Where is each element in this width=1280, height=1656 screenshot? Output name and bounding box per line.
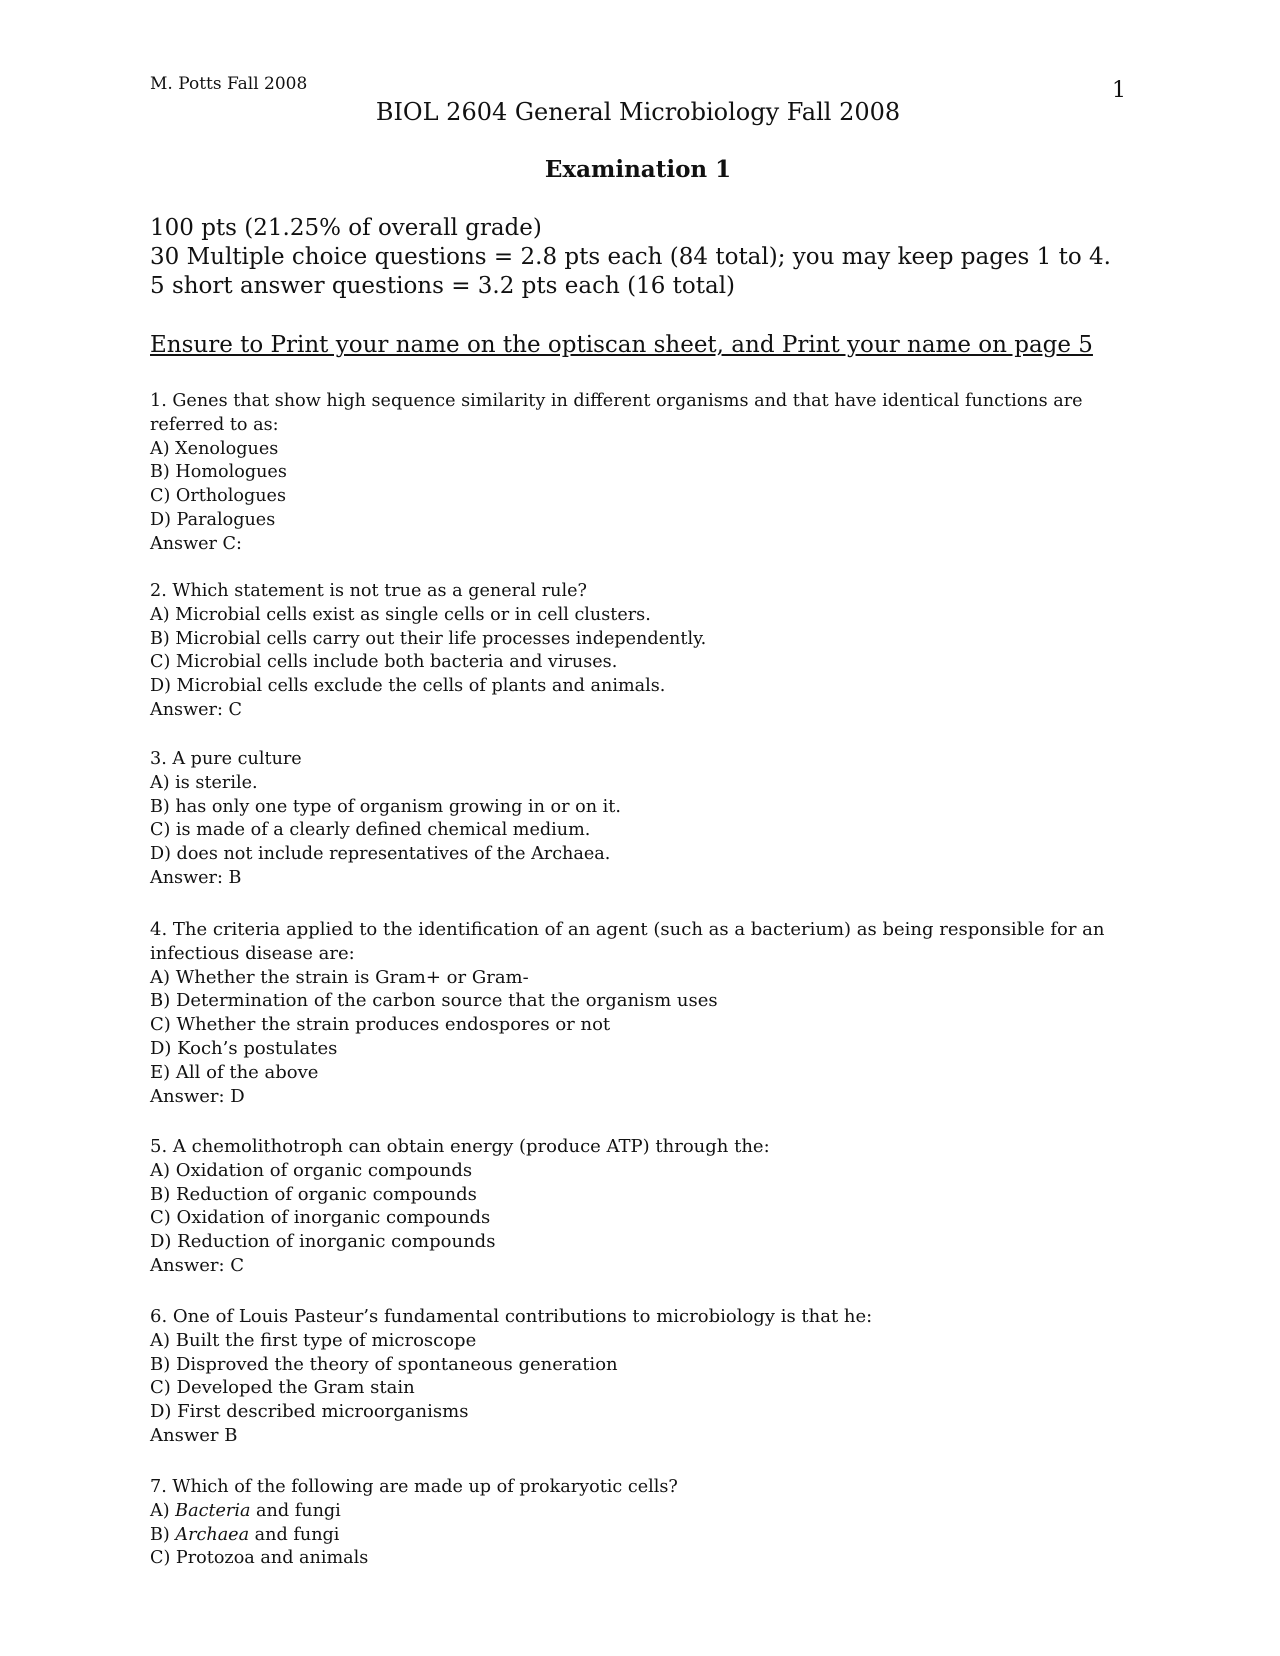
question-3 xyxy=(150,748,1110,891)
question-4 xyxy=(150,918,1110,1108)
question-stem: 6. One of Louis Pasteur’s fundamental contributions to microbiology is that he: xyxy=(150,1306,873,1327)
option: B) Microbial cells carry out their life processes independently. xyxy=(150,628,707,649)
question-stem: 3. A pure culture xyxy=(150,749,302,769)
option xyxy=(150,1547,1110,1571)
option-italic: Archaea xyxy=(175,1524,250,1545)
answer: Answer B xyxy=(150,1424,238,1446)
question-stem: 2. Which statement is not true as a general rule? xyxy=(150,581,587,601)
option xyxy=(150,1524,1110,1548)
author-line: M. Potts Fall 2008 xyxy=(150,74,308,94)
question-stem: 1. Genes that show high sequence similarity in different organisms and that have identical functions are referred to as: xyxy=(150,391,1083,435)
option xyxy=(150,1500,1110,1524)
points-line: 100 pts (21.25% of overall grade) xyxy=(150,215,542,241)
option: B) Disproved the theory of spontaneous generation xyxy=(150,1353,618,1375)
multiple-choice-line: 30 Multiple choice questions = 2.8 pts each (84 total); you may keep pages 1 to 4. xyxy=(150,244,1111,270)
option-italic: Bacteria xyxy=(175,1500,251,1521)
option: C) is made of a clearly defined chemical medium. xyxy=(150,820,591,841)
option: C) Microbial cells include both bacteria and viruses. xyxy=(150,652,618,673)
option: A) Oxidation of organic compounds xyxy=(150,1159,473,1181)
option: B) has only one type of organism growing in or on it. xyxy=(150,796,621,817)
question-7 xyxy=(150,1476,1110,1571)
course-title: BIOL 2604 General Microbiology Fall 2008 xyxy=(375,98,901,126)
question-stem: 4. The criteria applied to the identification of an agent (such as a bacterium) as being responsible for an infectious disease are: xyxy=(150,919,1105,964)
option: A) Microbial cells exist as single cells or in cell clusters. xyxy=(150,604,651,625)
question-1 xyxy=(150,390,1110,557)
option: A) Xenologues xyxy=(150,438,279,459)
exam-info xyxy=(150,214,1111,301)
option-suffix: and fungi xyxy=(250,1500,341,1521)
option: B) Determination of the carbon source that the organism uses xyxy=(150,990,718,1012)
page-number: 1 xyxy=(1112,78,1126,103)
option: C) Whether the strain produces endospores or not xyxy=(150,1014,611,1036)
question-6 xyxy=(150,1305,1110,1448)
question-2 xyxy=(150,580,1110,723)
answer: Answer: D xyxy=(150,1085,245,1107)
option-suffix: Protozoa and animals xyxy=(175,1548,369,1569)
option-prefix: B) xyxy=(150,1524,176,1545)
answer: Answer C: xyxy=(150,533,242,554)
option: C) Oxidation of inorganic compounds xyxy=(150,1207,491,1229)
question-stem: 7. Which of the following are made up of prokaryotic cells? xyxy=(150,1477,678,1497)
option: E) All of the above xyxy=(150,1061,319,1083)
question-stem: 5. A chemolithotroph can obtain energy (produce ATP) through the: xyxy=(150,1136,770,1157)
option: C) Orthologues xyxy=(150,486,286,507)
print-name-notice: Ensure to Print your name on the optiscan sheet, and Print your name on page 5 xyxy=(150,332,1093,358)
option: D) Koch’s postulates xyxy=(150,1037,338,1059)
question-5 xyxy=(150,1135,1110,1278)
option: A) is sterile. xyxy=(150,772,258,793)
answer: Answer: C xyxy=(150,1254,245,1276)
answer: Answer: B xyxy=(150,867,242,888)
option-prefix: C) xyxy=(150,1548,176,1569)
short-answer-line: 5 short answer questions = 3.2 pts each (16 total) xyxy=(150,273,736,299)
option: B) Reduction of organic compounds xyxy=(150,1183,477,1205)
option-suffix: and fungi xyxy=(249,1524,340,1545)
option: D) Reduction of inorganic compounds xyxy=(150,1231,496,1253)
option: D) does not include representatives of the Archaea. xyxy=(150,844,611,865)
option: C) Developed the Gram stain xyxy=(150,1377,415,1399)
option-prefix: A) xyxy=(150,1500,176,1521)
option: B) Homologues xyxy=(150,462,287,483)
answer: Answer: C xyxy=(150,699,242,720)
option: D) First described microorganisms xyxy=(150,1401,469,1423)
option: A) Whether the strain is Gram+ or Gram- xyxy=(150,966,529,988)
option: A) Built the first type of microscope xyxy=(150,1329,477,1351)
exam-title: Examination 1 xyxy=(544,156,732,183)
option: D) Paralogues xyxy=(150,509,276,530)
option: D) Microbial cells exclude the cells of plants and animals. xyxy=(150,676,666,697)
